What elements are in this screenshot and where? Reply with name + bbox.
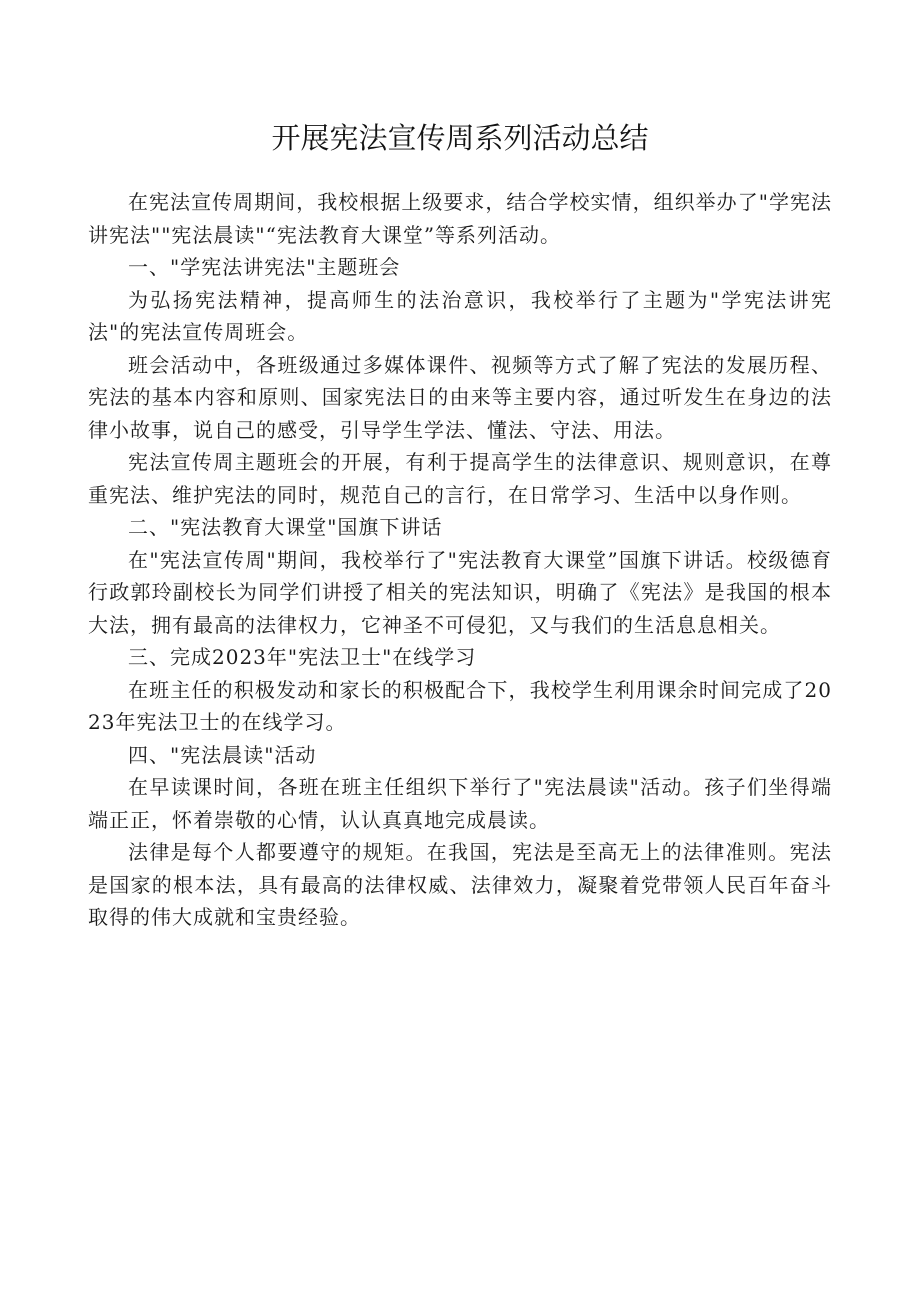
document-title: 开展宪法宣传周系列活动总结 <box>271 121 649 155</box>
section-1-paragraph-3: 宪法宣传周主题班会的开展，有利于提高学生的法律意识、规则意识，在尊重宪法、维护宪法的同时，规范自己的言行，在日常学习、生活中以身作则。 <box>88 450 832 507</box>
closing-paragraph: 法律是每个人都要遵守的规矩。在我国，宪法是至高无上的法律准则。宪法是国家的根本法，具有最高的法律权威、法律效力，凝聚着党带领人民百年奋斗取得的伟大成就和宝贵经验。 <box>88 840 832 929</box>
section-2-paragraph: 在"宪法宣传周"期间，我校举行了"宪法教育大课堂”国旗下讲话。校级德育行政郭玲副校长为同学们讲授了相关的宪法知识，明确了《宪法》是我国的根本大法，拥有最高的法律权力，它神圣不可侵犯，又与我们的生活息息相关。 <box>88 547 832 637</box>
section-heading-2: 二、"宪法教育大课堂"国旗下讲话 <box>128 515 443 539</box>
section-heading-4: 四、"宪法晨读"活动 <box>128 742 317 767</box>
section-1-paragraph-2: 班会活动中，各班级通过多媒体课件、视频等方式了解了宪法的发展历程、宪法的基本内容和原则、国家宪法日的由来等主要内容，通过听发生在身边的法律小故事，说自己的感受，引导学生学法、懂法、守法、用法。 <box>88 352 832 442</box>
section-heading-1: 一、"学宪法讲宪法"主题班会 <box>128 255 401 279</box>
intro-paragraph: 在宪法宣传周期间，我校根据上级要求，结合学校实情，组织举办了"学宪法讲宪法""宪法晨读"“宪法教育大课堂”等系列活动。 <box>88 190 832 247</box>
document-body <box>88 186 832 934</box>
section-heading-3: 三、完成2023年"宪法卫士"在线学习 <box>128 645 477 669</box>
section-3-paragraph: 在班主任的积极发动和家长的积极配合下，我校学生利用课余时间完成了2023年宪法卫士的在线学习。 <box>88 677 832 734</box>
section-1-paragraph-1: 为弘扬宪法精神，提高师生的法治意识，我校举行了主题为"学宪法讲宪法"的宪法宣传周班会。 <box>88 287 832 344</box>
section-4-paragraph: 在早读课时间，各班在班主任组织下举行了"宪法晨读"活动。孩子们坐得端端正正，怀着崇敬的心情，认认真真地完成晨读。 <box>88 775 832 832</box>
